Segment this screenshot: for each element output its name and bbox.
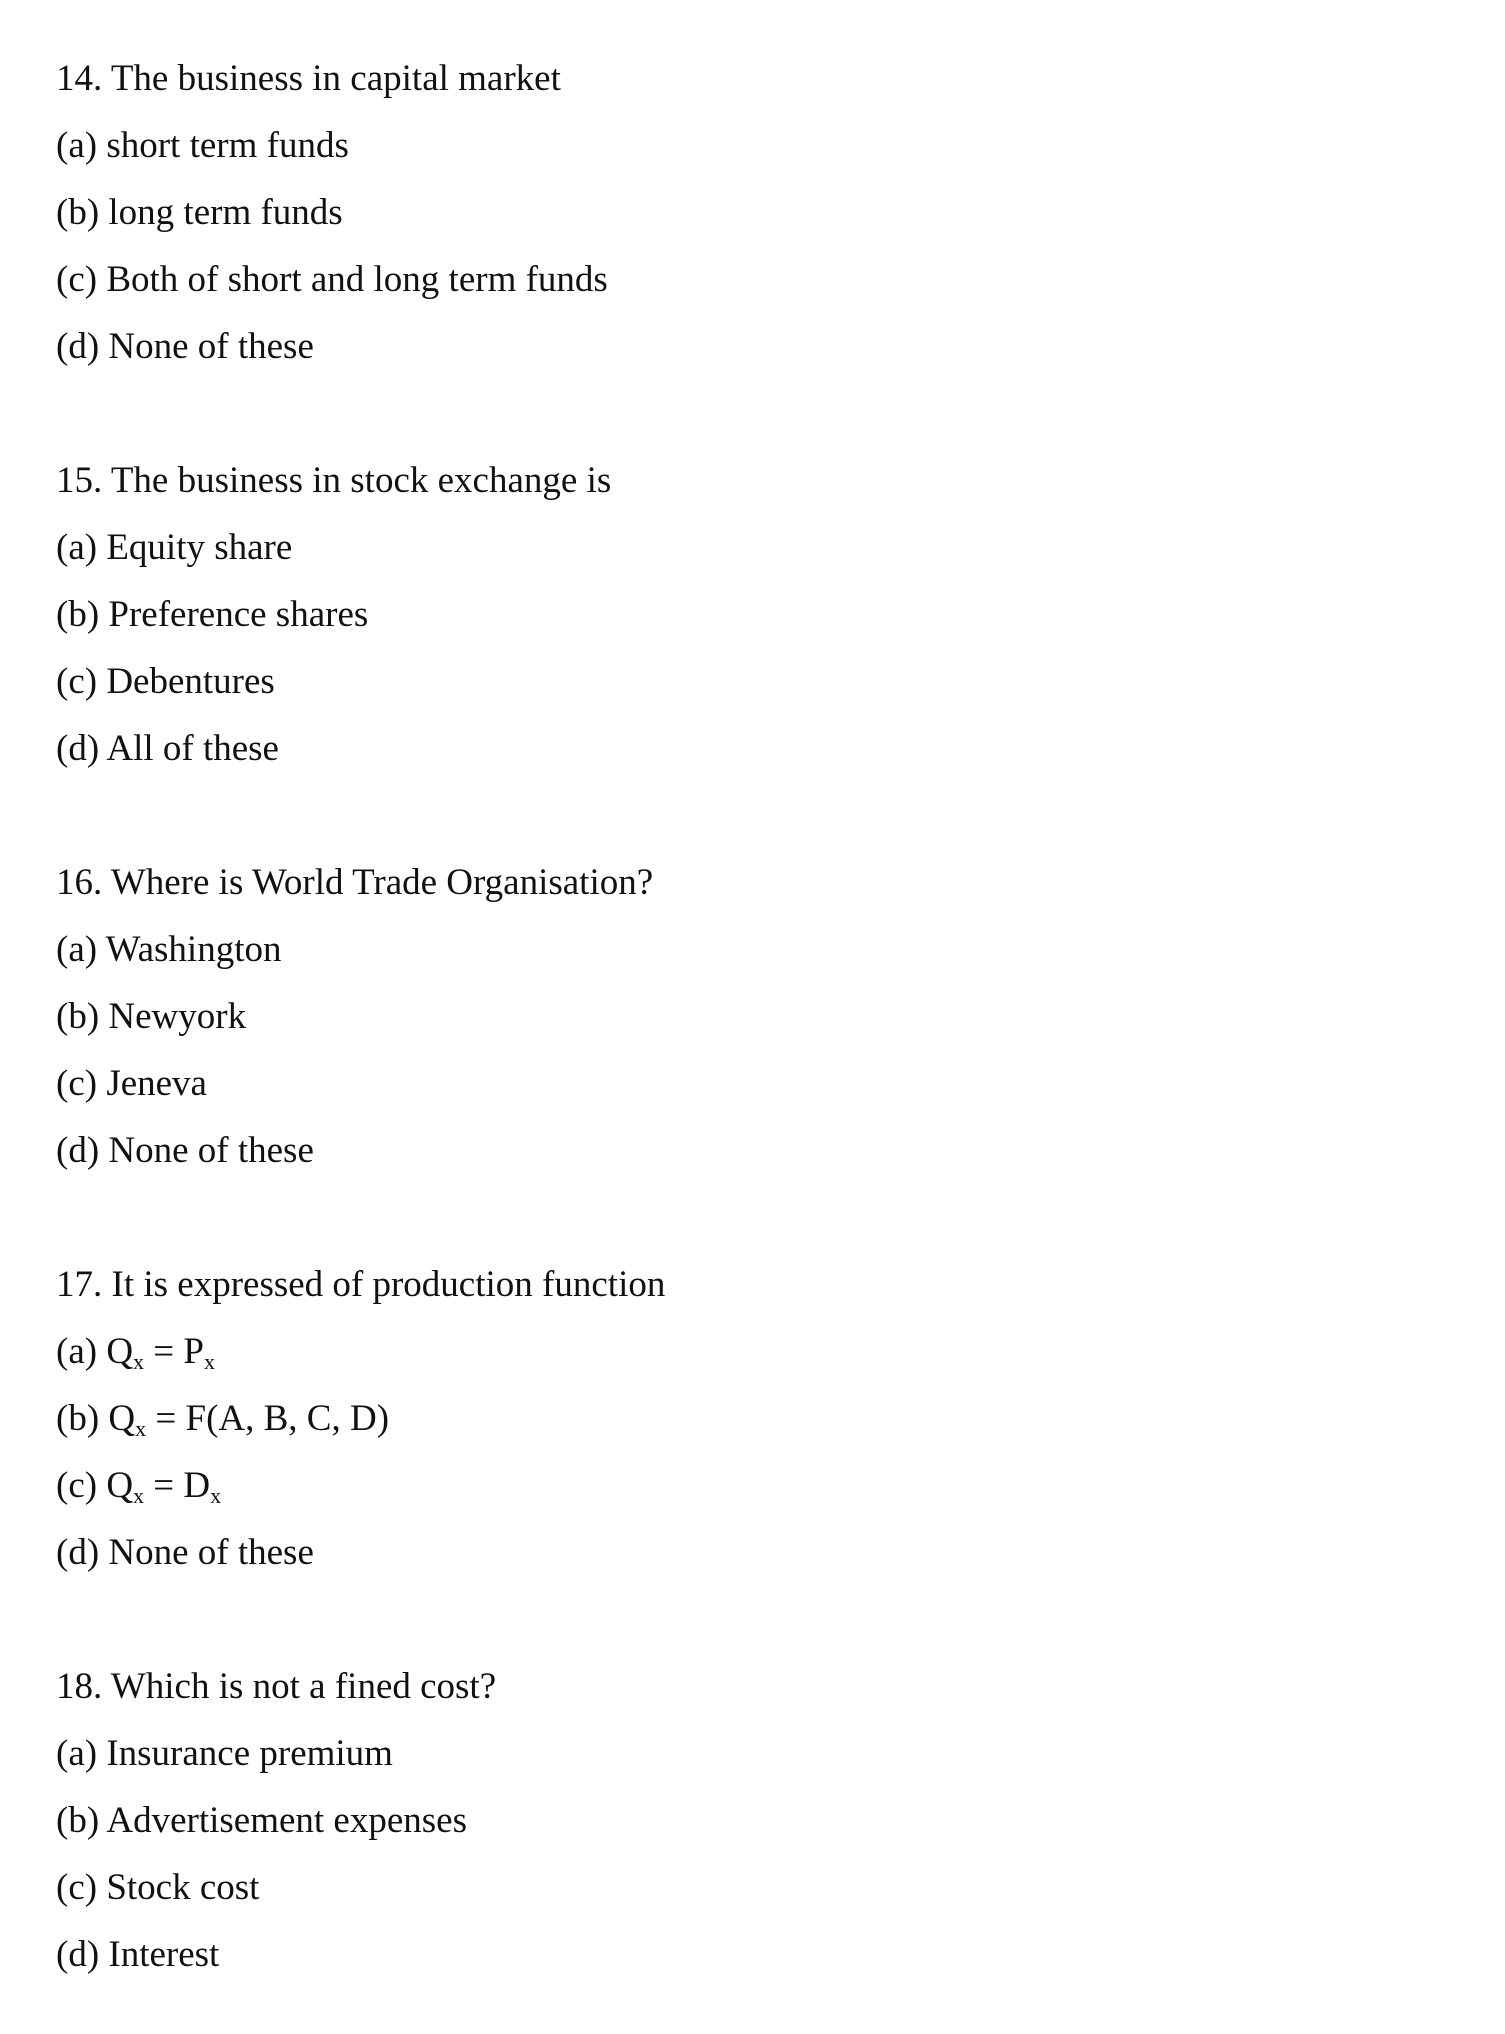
- option-text: = D: [144, 1465, 211, 1506]
- question-block: [56, 849, 653, 1184]
- answer-option: [56, 1318, 665, 1385]
- answer-option: [56, 246, 608, 313]
- subscript: x: [210, 1483, 222, 1508]
- subscript: x: [133, 1483, 145, 1508]
- answer-option: [56, 715, 611, 782]
- answer-option: [56, 1385, 665, 1452]
- option-text: (c) Jeneva: [56, 1063, 207, 1104]
- option-text: (b) Newyork: [56, 996, 247, 1037]
- option-text: (d) None of these: [56, 326, 314, 367]
- option-text: (c) Stock cost: [56, 1867, 260, 1908]
- question-block: [56, 1251, 665, 1586]
- option-text: (d) All of these: [56, 728, 279, 769]
- answer-option: [56, 313, 608, 380]
- answer-option: [56, 1519, 665, 1586]
- answer-option: [56, 514, 611, 581]
- option-text: (b) long term funds: [56, 192, 343, 233]
- answer-option: [56, 1854, 496, 1921]
- question-text: 17. It is expressed of production function: [56, 1264, 666, 1305]
- question-block: [56, 1653, 496, 1988]
- option-text: (c) Debentures: [56, 661, 275, 702]
- option-text: (c) Q: [56, 1465, 134, 1506]
- answer-option: [56, 648, 611, 715]
- answer-option: [56, 581, 611, 648]
- answer-option: [56, 916, 653, 983]
- option-text: (c) Both of short and long term funds: [56, 259, 608, 300]
- answer-option: [56, 112, 608, 179]
- option-text: = P: [144, 1331, 204, 1372]
- option-text: (d) Interest: [56, 1934, 220, 1975]
- answer-option: [56, 179, 608, 246]
- option-text: (a) Equity share: [56, 527, 293, 568]
- question-block: [56, 447, 611, 782]
- option-text: (a) Insurance premium: [56, 1733, 393, 1774]
- question-block: [56, 45, 608, 380]
- answer-option: [56, 1452, 665, 1519]
- subscript: x: [204, 1349, 215, 1374]
- option-text: (b) Preference shares: [56, 594, 369, 635]
- option-text: (b) Q: [56, 1398, 136, 1439]
- option-text: (a) Washington: [56, 929, 282, 970]
- question-text: 15. The business in stock exchange is: [56, 460, 612, 501]
- option-text: (d) None of these: [56, 1130, 314, 1171]
- answer-option: [56, 1921, 496, 1988]
- option-text: (a) short term funds: [56, 125, 349, 166]
- option-text: (a) Q: [56, 1331, 134, 1372]
- question-text: 16. Where is World Trade Organisation?: [56, 862, 654, 903]
- question-text: 18. Which is not a fined cost?: [56, 1666, 497, 1707]
- option-text: (b) Advertisement expenses: [56, 1800, 467, 1841]
- question-text: 14. The business in capital market: [56, 58, 561, 99]
- option-text: = F(A, B, C, D): [146, 1398, 390, 1439]
- answer-option: [56, 1787, 496, 1854]
- subscript: x: [135, 1416, 147, 1441]
- answer-option: [56, 1117, 653, 1184]
- answer-option: [56, 1050, 653, 1117]
- answer-option: [56, 983, 653, 1050]
- subscript: x: [133, 1349, 145, 1374]
- option-text: (d) None of these: [56, 1532, 314, 1573]
- answer-option: [56, 1720, 496, 1787]
